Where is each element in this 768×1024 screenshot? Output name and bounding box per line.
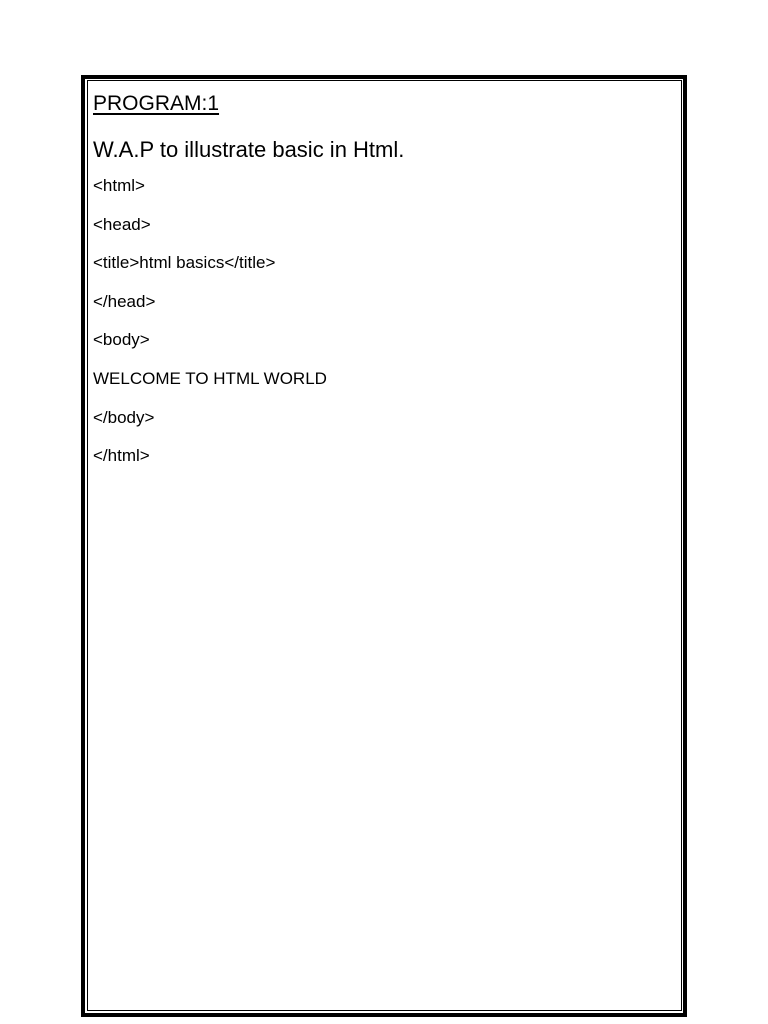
code-listing xyxy=(93,176,673,485)
code-line: </head> xyxy=(93,291,156,311)
code-line: <title>html basics</title> xyxy=(93,253,276,273)
code-line: </html> xyxy=(93,446,150,466)
code-line: <head> xyxy=(93,214,151,234)
program-description: W.A.P to illustrate basic in Html. xyxy=(93,137,405,162)
code-line: WELCOME TO HTML WORLD xyxy=(93,368,327,388)
document-content xyxy=(93,89,673,485)
code-line: <html> xyxy=(93,176,145,195)
code-line: </body> xyxy=(93,407,155,427)
program-heading: PROGRAM:1 xyxy=(93,92,220,115)
code-line: <body> xyxy=(93,330,150,350)
